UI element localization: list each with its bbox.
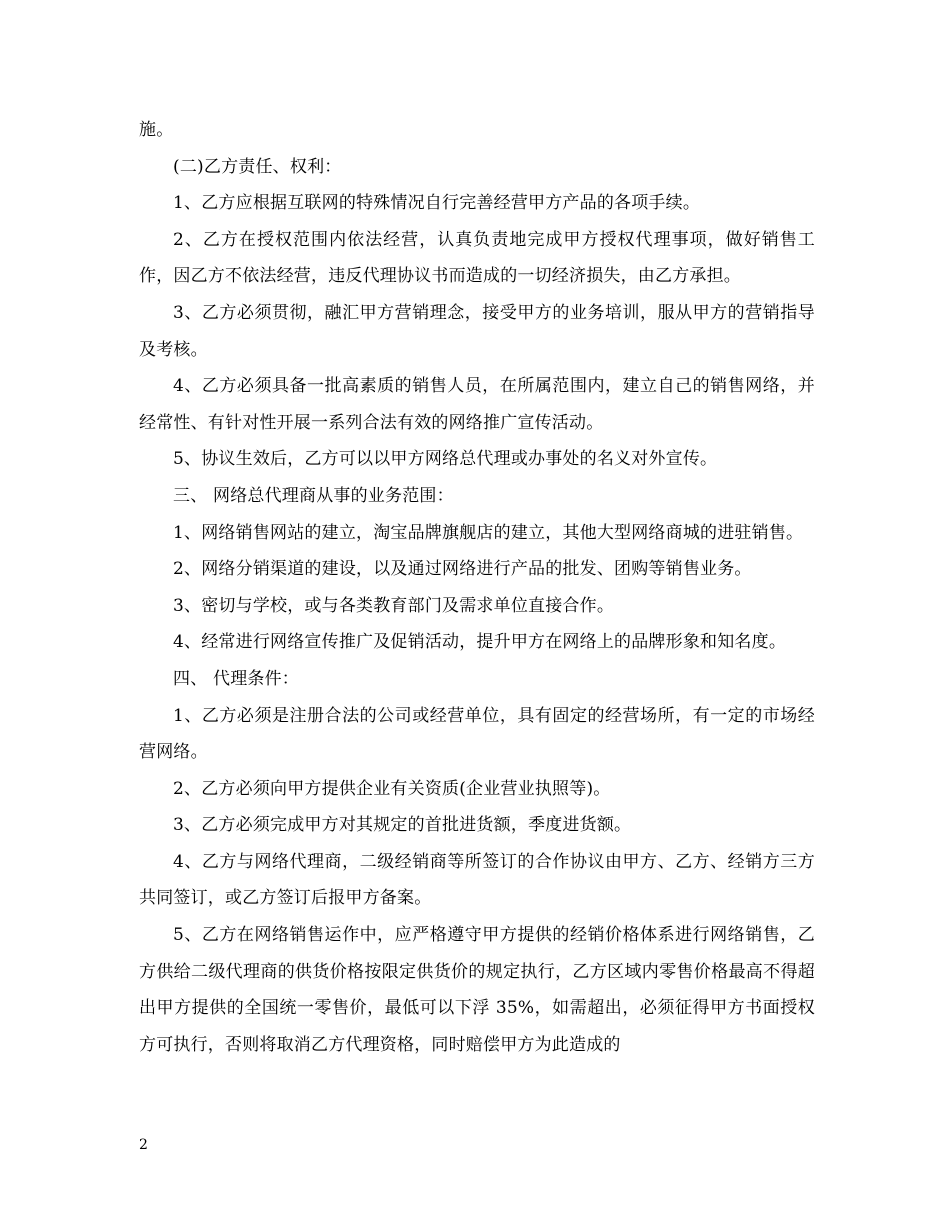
page-number: 2 <box>139 1137 148 1153</box>
paragraph: 1、乙方必须是注册合法的公司或经营单位，具有固定的经营场所，有一定的市场经营网络。 <box>139 705 815 763</box>
paragraph: 3、乙方必须完成甲方对其规定的首批进货额，季度进货额。 <box>173 815 632 836</box>
paragraph: 4、经常进行网络宣传推广及促销活动，提升甲方在网络上的品牌形象和知名度。 <box>173 632 787 653</box>
paragraph: 2、网络分销渠道的建设，以及通过网络进行产品的批发、团购等销售业务。 <box>173 559 752 580</box>
document-body <box>139 112 815 1063</box>
section-heading-agency-conditions: 四、 代理条件： <box>173 668 300 689</box>
section-heading-party-b: (二)乙方责任、权利： <box>173 156 342 177</box>
paragraph: 5、乙方在网络销售运作中，应严格遵守甲方提供的经销价格体系进行网络销售，乙方供给二级代理商的供货价格按限定供货价的规定执行，乙方区域内零售价格最高不得超出甲方提供的全国统一零售价，最低可以下浮 35%，如需超出，必须征得甲方书面授权方可执行，否则将取消乙方代理资格，同时赔偿甲方为此造成的 <box>139 925 815 1055</box>
paragraph: 1、乙方应根据互联网的特殊情况自行完善经营甲方产品的各项手续。 <box>173 193 701 214</box>
paragraph: 1、网络销售网站的建立，淘宝品牌旗舰店的建立，其他大型网络商城的进驻销售。 <box>173 522 804 543</box>
paragraph: 施。 <box>139 120 174 140</box>
paragraph: 2、乙方在授权范围内依法经营，认真负责地完成甲方授权代理事项，做好销售工作，因乙方不依法经营，违反代理协议书而造成的一切经济损失，由乙方承担。 <box>139 229 815 287</box>
paragraph: 5、协议生效后，乙方可以以甲方网络总代理或办事处的名义对外宣传。 <box>173 449 718 470</box>
paragraph: 2、乙方必须向甲方提供企业有关资质(企业营业执照等)。 <box>173 778 611 799</box>
section-heading-business-scope: 三、 网络总代理商从事的业务范围： <box>173 485 454 506</box>
paragraph: 3、乙方必须贯彻，融汇甲方营销理念，接受甲方的业务培训，服从甲方的营销指导及考核。 <box>139 302 815 360</box>
paragraph: 4、乙方与网络代理商，二级经销商等所签订的合作协议由甲方、乙方、经销方三方共同签订，或乙方签订后报甲方备案。 <box>139 851 815 909</box>
paragraph: 4、乙方必须具备一批高素质的销售人员，在所属范围内，建立自己的销售网络，并经常性、有针对性开展一系列合法有效的网络推广宣传活动。 <box>139 376 815 433</box>
paragraph: 3、密切与学校，或与各类教育部门及需求单位直接合作。 <box>173 595 615 616</box>
